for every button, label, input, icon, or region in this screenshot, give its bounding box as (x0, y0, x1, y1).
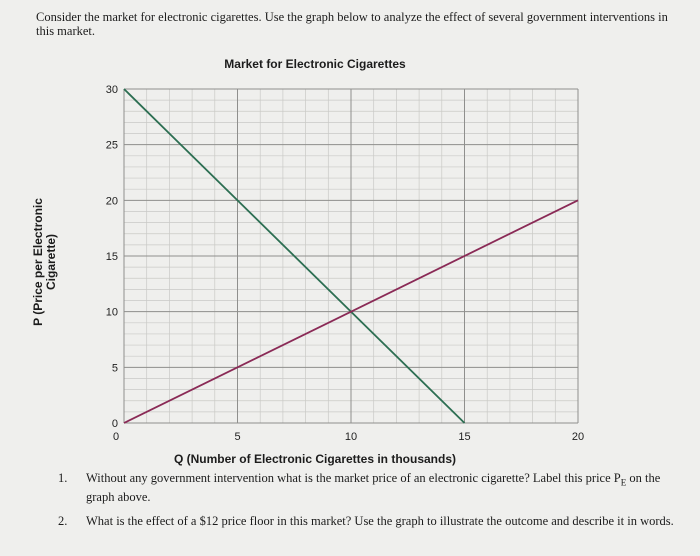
intro-text: Consider the market for electronic cigarettes. Use the graph below to analyze the effect of several government interventions in this market. (36, 10, 668, 38)
question-1 (58, 471, 688, 504)
question-2 (58, 514, 688, 528)
y-tick-label: 25 (105, 139, 118, 152)
y-tick-label: 5 (111, 362, 118, 375)
y-tick-label: 10 (105, 306, 118, 319)
y-tick-label: 15 (105, 251, 118, 263)
question-text: What is the effect of a $12 price floor in this market? Use the graph to illustrate the outcome and describe it in words. (86, 513, 674, 528)
y-axis-label: P (Price per Electronic Cigarette) (31, 198, 58, 326)
chart-title: Market for Electronic Cigarettes (224, 57, 406, 71)
x-tick-label: 5 (234, 431, 241, 443)
tick-labels (106, 84, 584, 443)
y-tick-label: 0 (111, 418, 118, 430)
x-tick-label: 20 (571, 431, 585, 443)
x-tick-label: 10 (344, 431, 358, 443)
x-tick-label: 0 (112, 431, 120, 443)
question-tail: on the graph above. (86, 471, 661, 504)
question-number: 1. (58, 471, 68, 485)
x-tick-label: 15 (458, 431, 471, 443)
question-subscript: E (620, 477, 627, 488)
x-axis-label: Q (Number of Electronic Cigarettes in thousands) (173, 452, 457, 466)
questions-list (58, 471, 688, 538)
question-number: 2. (58, 513, 68, 528)
y-tick-label: 30 (105, 84, 118, 96)
question-text: Without any government intervention what is the market price of an electronic cigarette? Label this price P (86, 471, 621, 485)
y-tick-label: 20 (105, 195, 118, 208)
